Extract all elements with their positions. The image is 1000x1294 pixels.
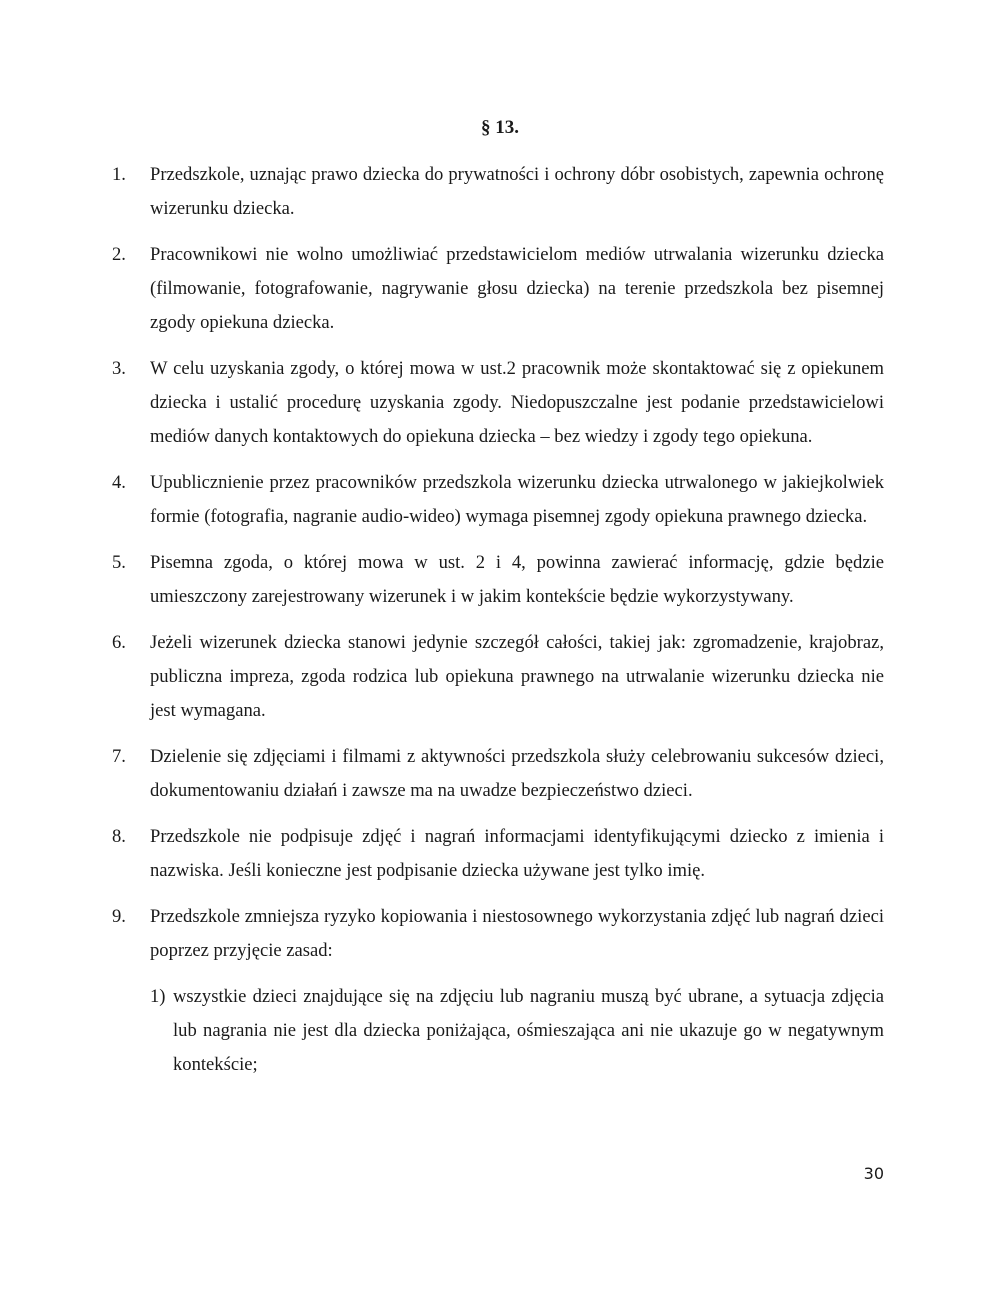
list-item-text: W celu uzyskania zgody, o której mowa w ust.2 pracownik może skontaktować się z opiekunem dziecka i ustalić procedurę uzyskania zgody. Niedopuszczalne jest podanie przedstawicielowi mediów danych kontaktowych do opiekuna dziecka – bez wiedzy i zgody tego opiekuna. [150, 358, 884, 447]
list-item-text: Upublicznienie przez pracowników przedszkola wizerunku dziecka utrwalonego w jakiejkolwiek formie (fotografia, nagranie audio-wideo) wymaga pisemnej zgody opiekuna prawnego dziecka. [150, 472, 884, 527]
section-heading: § 13. [481, 117, 519, 138]
list-item-number: 7. [112, 746, 126, 767]
numbered-list [112, 158, 884, 1082]
list-item-text: Pisemna zgoda, o której mowa w ust. 2 i 4, powinna zawierać informację, gdzie będzie umieszczony zarejestrowany wizerunek i w jakim kontekście będzie wykorzystywany. [150, 552, 884, 607]
list-item-number: 1. [112, 164, 126, 185]
list-item-number: 2. [112, 244, 126, 265]
list-item-number: 4. [112, 472, 126, 493]
list-item-text: Jeżeli wizerunek dziecka stanowi jedynie szczegół całości, takiej jak: zgromadzenie, krajobraz, publiczna impreza, zgoda rodzica lub opiekuna prawnego na utrwalanie wizerunku dziecka nie jest wymagana. [150, 632, 884, 721]
sub-list-item-number: 1) [150, 986, 166, 1007]
list-item-number: 5. [112, 552, 126, 573]
list-item [112, 546, 884, 614]
list-item-number: 8. [112, 826, 126, 847]
list-item-text: Pracownikowi nie wolno umożliwiać przedstawicielom mediów utrwalania wizerunku dziecka (filmowanie, fotografowanie, nagrywanie głosu dziecka) na terenie przedszkola bez pisemnej zgody opiekuna dziecka. [150, 244, 884, 333]
list-item [112, 900, 884, 968]
list-item [112, 740, 884, 808]
sub-list-item-text: wszystkie dzieci znajdujące się na zdjęciu lub nagraniu muszą być ubrane, a sytuacja zdjęcia lub nagrania nie jest dla dziecka poniżająca, ośmieszająca ani nie ukazuje go w negatywnym kontekście; [173, 986, 884, 1075]
list-item-number: 6. [112, 632, 126, 653]
list-item [112, 158, 884, 226]
list-item-text: Dzielenie się zdjęciami i filmami z aktywności przedszkola służy celebrowaniu sukcesów dzieci, dokumentowaniu działań i zawsze ma na uwadze bezpieczeństwo dzieci. [150, 746, 884, 801]
list-item-number: 3. [112, 358, 126, 379]
list-item-number: 9. [112, 906, 126, 927]
list-item-text: Przedszkole, uznając prawo dziecka do prywatności i ochrony dóbr osobistych, zapewnia ochronę wizerunku dziecka. [150, 164, 884, 219]
list-item [112, 238, 884, 340]
page-number: 30 [863, 1164, 884, 1183]
list-item-text: Przedszkole nie podpisuje zdjęć i nagrań informacjami identyfikującymi dziecko z imienia i nazwiska. Jeśli konieczne jest podpisanie dziecka używane jest tylko imię. [150, 826, 884, 881]
list-item [112, 820, 884, 888]
list-item-text: Przedszkole zmniejsza ryzyko kopiowania i niestosownego wykorzystania zdjęć lub nagrań dzieci poprzez przyjęcie zasad: [150, 906, 884, 961]
list-item [112, 626, 884, 728]
sub-list-item [150, 980, 884, 1082]
list-item [112, 352, 884, 454]
list-item [112, 466, 884, 534]
